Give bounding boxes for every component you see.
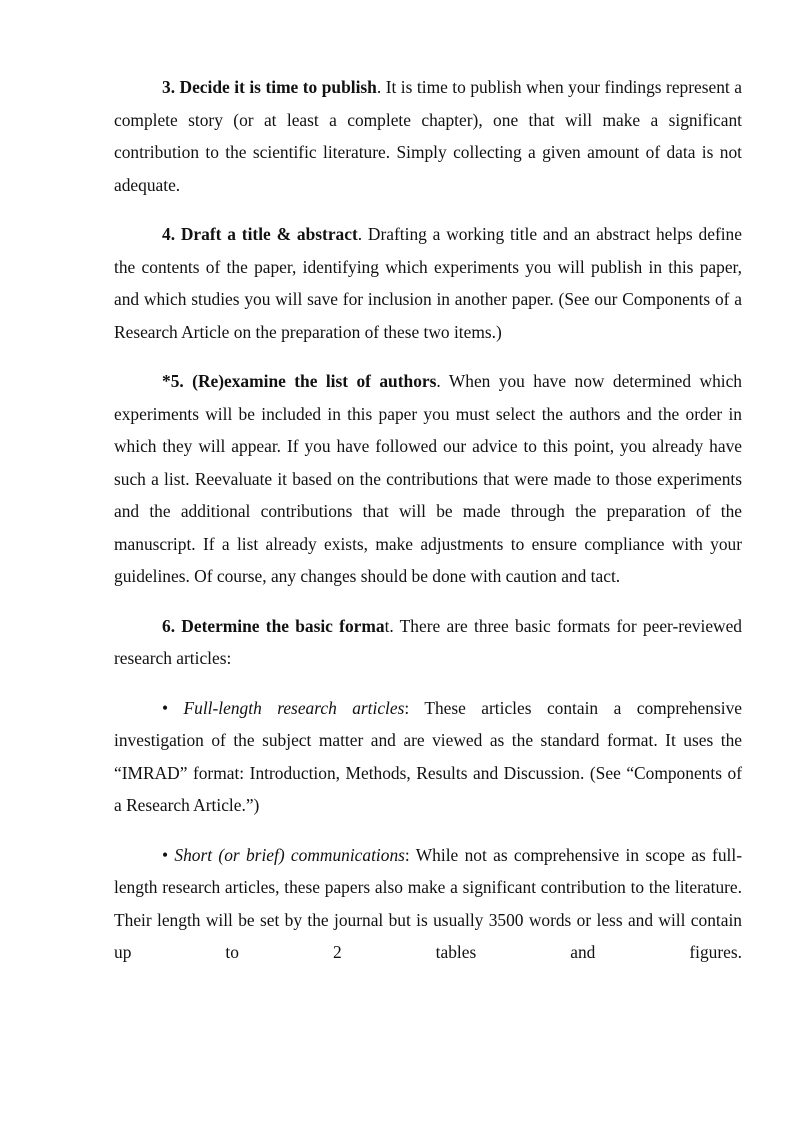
bullet-marker: •: [162, 697, 184, 718]
bullet-short-communications: [114, 839, 742, 969]
paragraph-text: t. There are three basic formats for peer-reviewed research articles:: [114, 615, 743, 668]
paragraph-decide-to-publish: [114, 71, 742, 201]
bullet-text: : While not as comprehensive in scope as full-length research articles, these papers also make a significant contribution to the literature. Their length will be set by the journal but is usually 3500 words or less and will contain up to 2 tables and figures.: [114, 844, 742, 962]
bullet-text: : These articles contain a comprehensive investigation of the subject matter and are viewed as the standard format. It uses the “IMRAD” format: Introduction, Methods, Results and Discussion. (See “Components of a Research Article.”): [114, 697, 742, 815]
paragraph-text: . It is time to publish when your findings represent a complete story (or at least a complete chapter), one that will make a significant contribution to the scientific literature. Simply collecting a given amount of data is not adequate.: [114, 77, 742, 195]
paragraph-examine-authors: [114, 365, 742, 593]
paragraph-heading: 4. Draft a title & abstract: [162, 224, 358, 244]
bullet-heading: Full-length research articles: [183, 697, 405, 718]
bullet-full-length-articles: [114, 692, 742, 822]
paragraph-determine-format: [114, 610, 742, 675]
bullet-marker: •: [162, 844, 175, 865]
paragraph-heading: *5. (Re)examine the list of authors: [162, 371, 437, 391]
bullet-heading: Short (or brief) communications: [174, 844, 405, 865]
paragraph-heading: 6. Determine the basic forma: [162, 615, 385, 636]
document-page: [114, 71, 742, 969]
paragraph-draft-title-abstract: [114, 218, 742, 348]
paragraph-heading: 3. Decide it is time to publish: [162, 77, 377, 97]
paragraph-text: . When you have now determined which experiments will be included in this paper you must select the authors and the order in which they will appear. If you have followed our advice to this point, you already have such a list. Reevaluate it based on the contributions that were made to those experiments and the additional contributions that will be made through the preparation of the manuscript. If a list already exists, make adjustments to ensure compliance with your guidelines. Of course, any changes should be done with caution and tact.: [114, 371, 743, 586]
paragraph-text: . Drafting a working title and an abstract helps define the contents of the paper, identifying which experiments you will publish in this paper, and which studies you will save for inclusion in another paper. (See our Components of a Research Article on the preparation of these two items.): [114, 224, 742, 342]
